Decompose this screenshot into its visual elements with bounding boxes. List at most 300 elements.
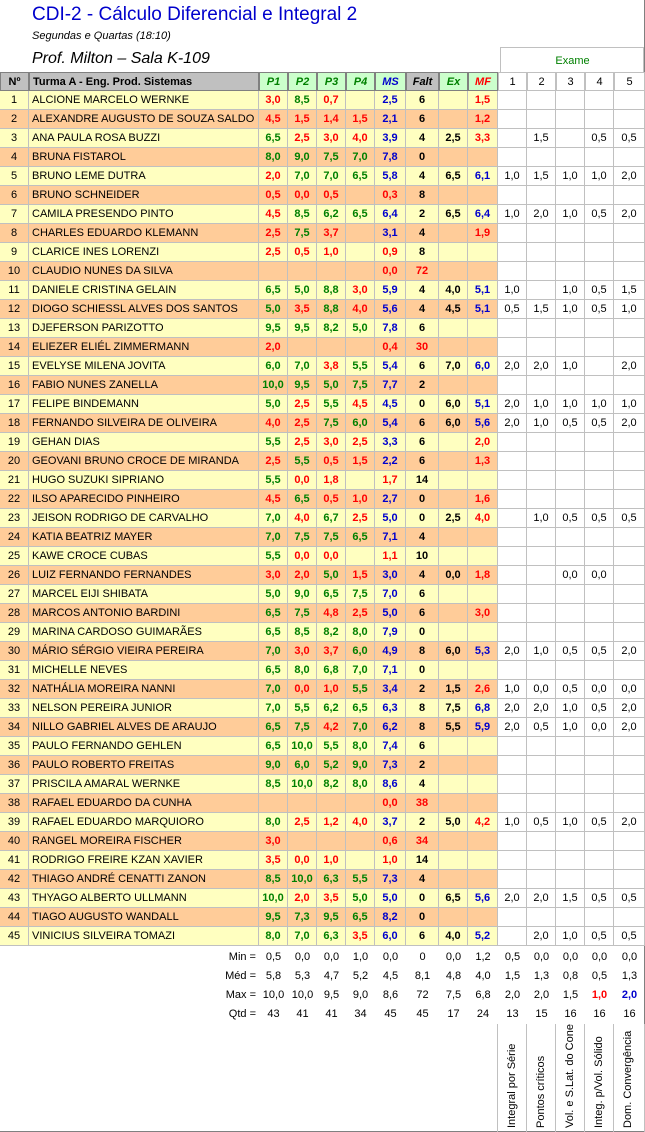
exam-score-5 — [614, 262, 645, 281]
exam-score-4 — [585, 110, 614, 129]
stat-value: 41 — [325, 1008, 338, 1020]
absences: 6 — [406, 319, 439, 338]
exam-score-1: 0,5 — [498, 300, 527, 319]
stat-value: 4,5 — [382, 970, 399, 982]
grade-p4: 7,0 — [346, 661, 375, 680]
grade-ex — [439, 148, 468, 167]
grade-ms: 2,5 — [375, 91, 406, 110]
stat-label: Min = — [228, 951, 256, 963]
exam-score-5 — [614, 832, 645, 851]
grade-p1: 6,5 — [259, 661, 288, 680]
grade-p2: 2,5 — [288, 395, 317, 414]
student-name: DJEFERSON PARIZOTTO — [29, 319, 259, 338]
grade-p3: 3,0 — [317, 129, 346, 148]
grade-p4: 5,0 — [346, 889, 375, 908]
grade-p3: 7,5 — [317, 148, 346, 167]
student-number: 4 — [0, 148, 29, 167]
exam-score-2 — [527, 585, 556, 604]
exam-score-2 — [527, 832, 556, 851]
grade-mf — [468, 794, 498, 813]
grade-p1: 6,5 — [259, 604, 288, 623]
exam-score-2 — [527, 281, 556, 300]
exam-score-4 — [585, 452, 614, 471]
exam-topic-label: Pontos críticos — [535, 1055, 547, 1128]
exam-score-1: 2,0 — [498, 889, 527, 908]
grade-p1: 9,5 — [259, 908, 288, 927]
exam-score-2 — [527, 908, 556, 927]
exam-topic-label: Dom. Convergência — [622, 1030, 634, 1128]
exam-score-2: 1,0 — [527, 642, 556, 661]
stat-value: 13 — [506, 1008, 519, 1020]
stat-value: 9,5 — [323, 989, 340, 1001]
stat-value: 8,6 — [382, 989, 399, 1001]
professor-text: Prof. Milton – Sala K-109 — [32, 50, 210, 67]
absences: 0 — [406, 623, 439, 642]
sheet-title: CDI-2 - Cálculo Diferencial e Integral 2 — [32, 4, 358, 25]
grade-p1: 9,5 — [259, 319, 288, 338]
grade-mf — [468, 338, 498, 357]
absences: 6 — [406, 357, 439, 376]
grade-p3: 7,0 — [317, 167, 346, 186]
grade-mf — [468, 851, 498, 870]
exam-score-5 — [614, 471, 645, 490]
absences: 4 — [406, 870, 439, 889]
grade-ms: 1,0 — [375, 851, 406, 870]
absences: 6 — [406, 433, 439, 452]
absences: 38 — [406, 794, 439, 813]
grade-p1: 7,0 — [259, 509, 288, 528]
exam-topic-label: Integral por Série — [506, 1043, 518, 1128]
exam-score-5 — [614, 376, 645, 395]
exam-score-4: 0,0 — [585, 566, 614, 585]
absences: 8 — [406, 699, 439, 718]
stat-value: 4,0 — [475, 970, 491, 982]
grade-p4: 7,0 — [346, 148, 375, 167]
grade-ms: 2,7 — [375, 490, 406, 509]
grade-mf: 1,2 — [468, 110, 498, 129]
exam-score-5 — [614, 243, 645, 262]
header-exam-4: 4 — [585, 72, 614, 91]
grade-mf — [468, 661, 498, 680]
exam-score-4 — [585, 775, 614, 794]
grade-p1: 10,0 — [259, 889, 288, 908]
exam-score-2 — [527, 433, 556, 452]
grade-ex: 2,5 — [439, 129, 468, 148]
exam-score-2 — [527, 110, 556, 129]
exam-score-3 — [556, 186, 585, 205]
exam-score-5: 2,0 — [614, 167, 645, 186]
grade-mf: 6,1 — [468, 167, 498, 186]
student-number: 10 — [0, 262, 29, 281]
exam-score-5: 2,0 — [614, 357, 645, 376]
grade-p3 — [317, 262, 346, 281]
exam-score-1 — [498, 585, 527, 604]
student-number: 18 — [0, 414, 29, 433]
grade-p3: 5,0 — [317, 376, 346, 395]
exam-score-3 — [556, 110, 585, 129]
stat-value: 45 — [384, 1008, 397, 1020]
exam-score-3 — [556, 908, 585, 927]
grade-ms: 7,4 — [375, 737, 406, 756]
stat-value: 10,0 — [291, 989, 314, 1001]
stat-value: 45 — [416, 1008, 429, 1020]
exam-score-1 — [498, 262, 527, 281]
exam-score-4 — [585, 661, 614, 680]
grade-ex: 6,0 — [439, 414, 468, 433]
exam-score-5: 2,0 — [614, 205, 645, 224]
exam-score-4 — [585, 186, 614, 205]
grade-p4: 2,5 — [346, 433, 375, 452]
exam-score-5 — [614, 148, 645, 167]
grade-p4: 1,0 — [346, 490, 375, 509]
exam-score-1: 2,0 — [498, 642, 527, 661]
grade-p4: 8,0 — [346, 623, 375, 642]
grade-ms: 8,6 — [375, 775, 406, 794]
exam-score-4: 0,5 — [585, 509, 614, 528]
grade-p2: 0,0 — [288, 680, 317, 699]
exam-score-1 — [498, 547, 527, 566]
grade-p4: 4,5 — [346, 395, 375, 414]
grade-mf — [468, 737, 498, 756]
grade-mf — [468, 870, 498, 889]
grade-ms: 0,0 — [375, 262, 406, 281]
exam-score-5: 2,0 — [614, 699, 645, 718]
student-name: MARCOS ANTONIO BARDINI — [29, 604, 259, 623]
grade-ex: 6,0 — [439, 642, 468, 661]
student-number: 13 — [0, 319, 29, 338]
grade-ms: 8,2 — [375, 908, 406, 927]
exam-score-4: 0,5 — [585, 889, 614, 908]
exam-score-2 — [527, 376, 556, 395]
exam-score-2: 1,0 — [527, 414, 556, 433]
exam-score-1 — [498, 91, 527, 110]
student-number: 17 — [0, 395, 29, 414]
stat-value: 1,3 — [533, 970, 550, 982]
grade-ex: 2,5 — [439, 509, 468, 528]
exam-topic-label: Integ. p/Vol. Sólido — [593, 1036, 605, 1128]
exam-score-4 — [585, 471, 614, 490]
exam-score-5: 0,5 — [614, 509, 645, 528]
exam-score-1 — [498, 224, 527, 243]
exam-score-2: 2,0 — [527, 699, 556, 718]
exam-score-5 — [614, 775, 645, 794]
grade-mf: 4,0 — [468, 509, 498, 528]
grade-ex — [439, 186, 468, 205]
grade-mf: 2,6 — [468, 680, 498, 699]
exam-score-5 — [614, 110, 645, 129]
grade-p3: 0,5 — [317, 490, 346, 509]
grade-p4: 6,5 — [346, 908, 375, 927]
exam-score-5: 2,0 — [614, 414, 645, 433]
exam-score-4 — [585, 585, 614, 604]
exam-score-3: 1,0 — [556, 205, 585, 224]
exam-score-2 — [527, 243, 556, 262]
grade-p2: 9,0 — [288, 148, 317, 167]
student-name: FELIPE BINDEMANN — [29, 395, 259, 414]
absences: 6 — [406, 110, 439, 129]
student-name: JEISON RODRIGO DE CARVALHO — [29, 509, 259, 528]
student-name: MARCEL EIJI SHIBATA — [29, 585, 259, 604]
schedule-text: Segundas e Quartas (18:10) — [32, 30, 171, 42]
student-number: 38 — [0, 794, 29, 813]
exam-score-1 — [498, 528, 527, 547]
student-number: 9 — [0, 243, 29, 262]
student-name: GEHAN DIAS — [29, 433, 259, 452]
grade-p2: 3,0 — [288, 642, 317, 661]
stat-value: 4,8 — [445, 970, 462, 982]
grade-mf: 2,0 — [468, 433, 498, 452]
grade-ms: 0,4 — [375, 338, 406, 357]
absences: 6 — [406, 452, 439, 471]
absences: 0 — [406, 490, 439, 509]
grade-p1: 8,5 — [259, 775, 288, 794]
student-name: PAULO FERNANDO GEHLEN — [29, 737, 259, 756]
exam-score-3 — [556, 547, 585, 566]
student-number: 21 — [0, 471, 29, 490]
absences: 8 — [406, 186, 439, 205]
grade-ex — [439, 319, 468, 338]
exam-score-4: 0,5 — [585, 129, 614, 148]
exam-score-2: 1,0 — [527, 509, 556, 528]
grade-p4: 3,5 — [346, 927, 375, 946]
grade-p3: 1,0 — [317, 243, 346, 262]
grade-ex — [439, 262, 468, 281]
grade-p2: 8,5 — [288, 205, 317, 224]
grade-ms: 5,6 — [375, 300, 406, 319]
grade-p1: 5,0 — [259, 300, 288, 319]
grade-p4: 5,0 — [346, 319, 375, 338]
exam-score-2 — [527, 471, 556, 490]
grade-ms: 5,0 — [375, 889, 406, 908]
grade-p2: 7,5 — [288, 718, 317, 737]
absences: 6 — [406, 927, 439, 946]
stat-value: 5,3 — [294, 970, 311, 982]
stat-value: 0,0 — [382, 951, 399, 963]
exam-score-2 — [527, 452, 556, 471]
absences: 14 — [406, 471, 439, 490]
grade-ex: 6,5 — [439, 167, 468, 186]
exam-score-2 — [527, 604, 556, 623]
grade-p2: 7,5 — [288, 604, 317, 623]
grade-mf — [468, 186, 498, 205]
grade-ms: 5,4 — [375, 414, 406, 433]
grade-p3: 1,4 — [317, 110, 346, 129]
exam-score-4 — [585, 319, 614, 338]
grade-mf: 5,1 — [468, 281, 498, 300]
grade-p2: 7,0 — [288, 927, 317, 946]
student-name: MARINA CARDOSO GUIMARÃES — [29, 623, 259, 642]
stat-value: 0,0 — [294, 951, 311, 963]
student-number: 45 — [0, 927, 29, 946]
absences: 0 — [406, 395, 439, 414]
exam-score-3: 1,0 — [556, 395, 585, 414]
grade-mf — [468, 547, 498, 566]
absences: 4 — [406, 281, 439, 300]
stat-value: 24 — [476, 1008, 490, 1020]
grade-p3: 4,8 — [317, 604, 346, 623]
grade-p2: 7,0 — [288, 357, 317, 376]
grade-p3: 8,8 — [317, 300, 346, 319]
grade-ms: 7,3 — [375, 870, 406, 889]
grade-p3: 4,2 — [317, 718, 346, 737]
absences: 6 — [406, 604, 439, 623]
exam-score-3 — [556, 148, 585, 167]
header-exam-5: 5 — [614, 72, 645, 91]
exam-score-3 — [556, 756, 585, 775]
grade-p2: 0,0 — [288, 851, 317, 870]
grade-ex — [439, 623, 468, 642]
grade-p1: 6,5 — [259, 718, 288, 737]
grade-p1: 5,5 — [259, 547, 288, 566]
exam-group-label: Exame — [555, 55, 590, 67]
exam-score-4 — [585, 604, 614, 623]
absences: 0 — [406, 889, 439, 908]
grade-p4: 6,0 — [346, 642, 375, 661]
exam-score-5 — [614, 91, 645, 110]
student-name: BRUNA FISTAROL — [29, 148, 259, 167]
grade-mf: 5,3 — [468, 642, 498, 661]
exam-score-2 — [527, 186, 556, 205]
header-p3: P3 — [317, 72, 346, 91]
student-number: 41 — [0, 851, 29, 870]
grade-p4 — [346, 91, 375, 110]
student-number: 19 — [0, 433, 29, 452]
exam-score-2 — [527, 528, 556, 547]
exam-score-3 — [556, 91, 585, 110]
exam-score-4: 0,5 — [585, 927, 614, 946]
exam-score-4 — [585, 433, 614, 452]
grade-mf: 5,6 — [468, 889, 498, 908]
exam-score-2: 2,0 — [527, 889, 556, 908]
exam-score-5: 1,0 — [614, 300, 645, 319]
grade-ex — [439, 661, 468, 680]
grade-p2: 4,0 — [288, 509, 317, 528]
exam-score-4 — [585, 756, 614, 775]
grade-mf: 3,3 — [468, 129, 498, 148]
exam-score-1 — [498, 471, 527, 490]
stat-value: 1,0 — [591, 989, 608, 1001]
exam-score-4 — [585, 243, 614, 262]
grade-p2: 9,0 — [288, 585, 317, 604]
absences: 0 — [406, 661, 439, 680]
grade-p4: 6,5 — [346, 699, 375, 718]
grade-p1: 2,5 — [259, 224, 288, 243]
grade-p1: 4,5 — [259, 110, 288, 129]
grade-p1: 7,0 — [259, 642, 288, 661]
exam-score-3 — [556, 452, 585, 471]
exam-score-2 — [527, 490, 556, 509]
exam-topic-divider — [613, 1024, 614, 1132]
stat-value: 4,7 — [323, 970, 340, 982]
grade-p2: 0,5 — [288, 243, 317, 262]
exam-score-5 — [614, 528, 645, 547]
grade-p4: 5,5 — [346, 870, 375, 889]
grade-p2: 2,0 — [288, 566, 317, 585]
stat-value: 34 — [354, 1008, 367, 1020]
stat-value: 43 — [267, 1008, 280, 1020]
grade-p3: 7,5 — [317, 414, 346, 433]
grade-p1: 8,0 — [259, 813, 288, 832]
exam-score-2 — [527, 623, 556, 642]
grade-ms: 3,0 — [375, 566, 406, 585]
grade-ex — [439, 870, 468, 889]
grade-p3: 1,0 — [317, 851, 346, 870]
stat-label: Qtd = — [228, 1008, 256, 1020]
grade-p3: 5,5 — [317, 395, 346, 414]
exam-score-1 — [498, 604, 527, 623]
exam-score-1 — [498, 110, 527, 129]
exam-score-4 — [585, 623, 614, 642]
grade-p2: 9,5 — [288, 319, 317, 338]
grade-p2: 10,0 — [288, 870, 317, 889]
grade-ex — [439, 528, 468, 547]
exam-score-5 — [614, 870, 645, 889]
grade-p2: 7,5 — [288, 224, 317, 243]
grade-mf — [468, 471, 498, 490]
student-number: 29 — [0, 623, 29, 642]
exam-score-2: 0,0 — [527, 680, 556, 699]
grade-p3 — [317, 794, 346, 813]
absences: 2 — [406, 756, 439, 775]
student-name: ALEXANDRE AUGUSTO DE SOUZA SALDO — [29, 110, 259, 129]
stat-value: 0,0 — [445, 951, 462, 963]
grade-mf: 6,0 — [468, 357, 498, 376]
exam-score-4: 1,0 — [585, 167, 614, 186]
grade-p2: 8,5 — [288, 91, 317, 110]
stat-value: 2,0 — [533, 989, 550, 1001]
exam-score-1 — [498, 851, 527, 870]
grade-p2: 5,5 — [288, 452, 317, 471]
student-number: 33 — [0, 699, 29, 718]
grade-p1: 3,5 — [259, 851, 288, 870]
exam-score-5 — [614, 604, 645, 623]
grade-p3: 6,3 — [317, 927, 346, 946]
exam-score-5 — [614, 566, 645, 585]
grade-ex: 1,5 — [439, 680, 468, 699]
grade-mf — [468, 148, 498, 167]
grade-ex — [439, 490, 468, 509]
grade-p3: 1,2 — [317, 813, 346, 832]
exam-score-5 — [614, 186, 645, 205]
student-name: RANGEL MOREIRA FISCHER — [29, 832, 259, 851]
stat-value: 0,0 — [562, 951, 579, 963]
stat-label: Max = — [225, 989, 256, 1001]
student-number: 43 — [0, 889, 29, 908]
exam-score-2: 1,5 — [527, 129, 556, 148]
stat-value: 0,5 — [265, 951, 282, 963]
grade-p1: 4,5 — [259, 205, 288, 224]
exam-score-3 — [556, 661, 585, 680]
exam-score-1: 2,0 — [498, 414, 527, 433]
grade-p4: 3,0 — [346, 281, 375, 300]
stat-value: 9,0 — [352, 989, 369, 1001]
grade-p2: 10,0 — [288, 775, 317, 794]
grade-p2: 8,0 — [288, 661, 317, 680]
stat-value: 1,0 — [352, 951, 369, 963]
exam-topic-divider — [555, 1024, 556, 1132]
stat-value: 7,5 — [445, 989, 462, 1001]
exam-score-4: 0,5 — [585, 414, 614, 433]
exam-score-3: 0,5 — [556, 680, 585, 699]
absences: 6 — [406, 585, 439, 604]
grade-mf: 5,2 — [468, 927, 498, 946]
grade-p2: 2,5 — [288, 129, 317, 148]
grade-ms: 6,4 — [375, 205, 406, 224]
exam-score-4: 0,5 — [585, 642, 614, 661]
grade-p3: 8,2 — [317, 319, 346, 338]
grade-ms: 7,7 — [375, 376, 406, 395]
grade-p4: 1,5 — [346, 452, 375, 471]
